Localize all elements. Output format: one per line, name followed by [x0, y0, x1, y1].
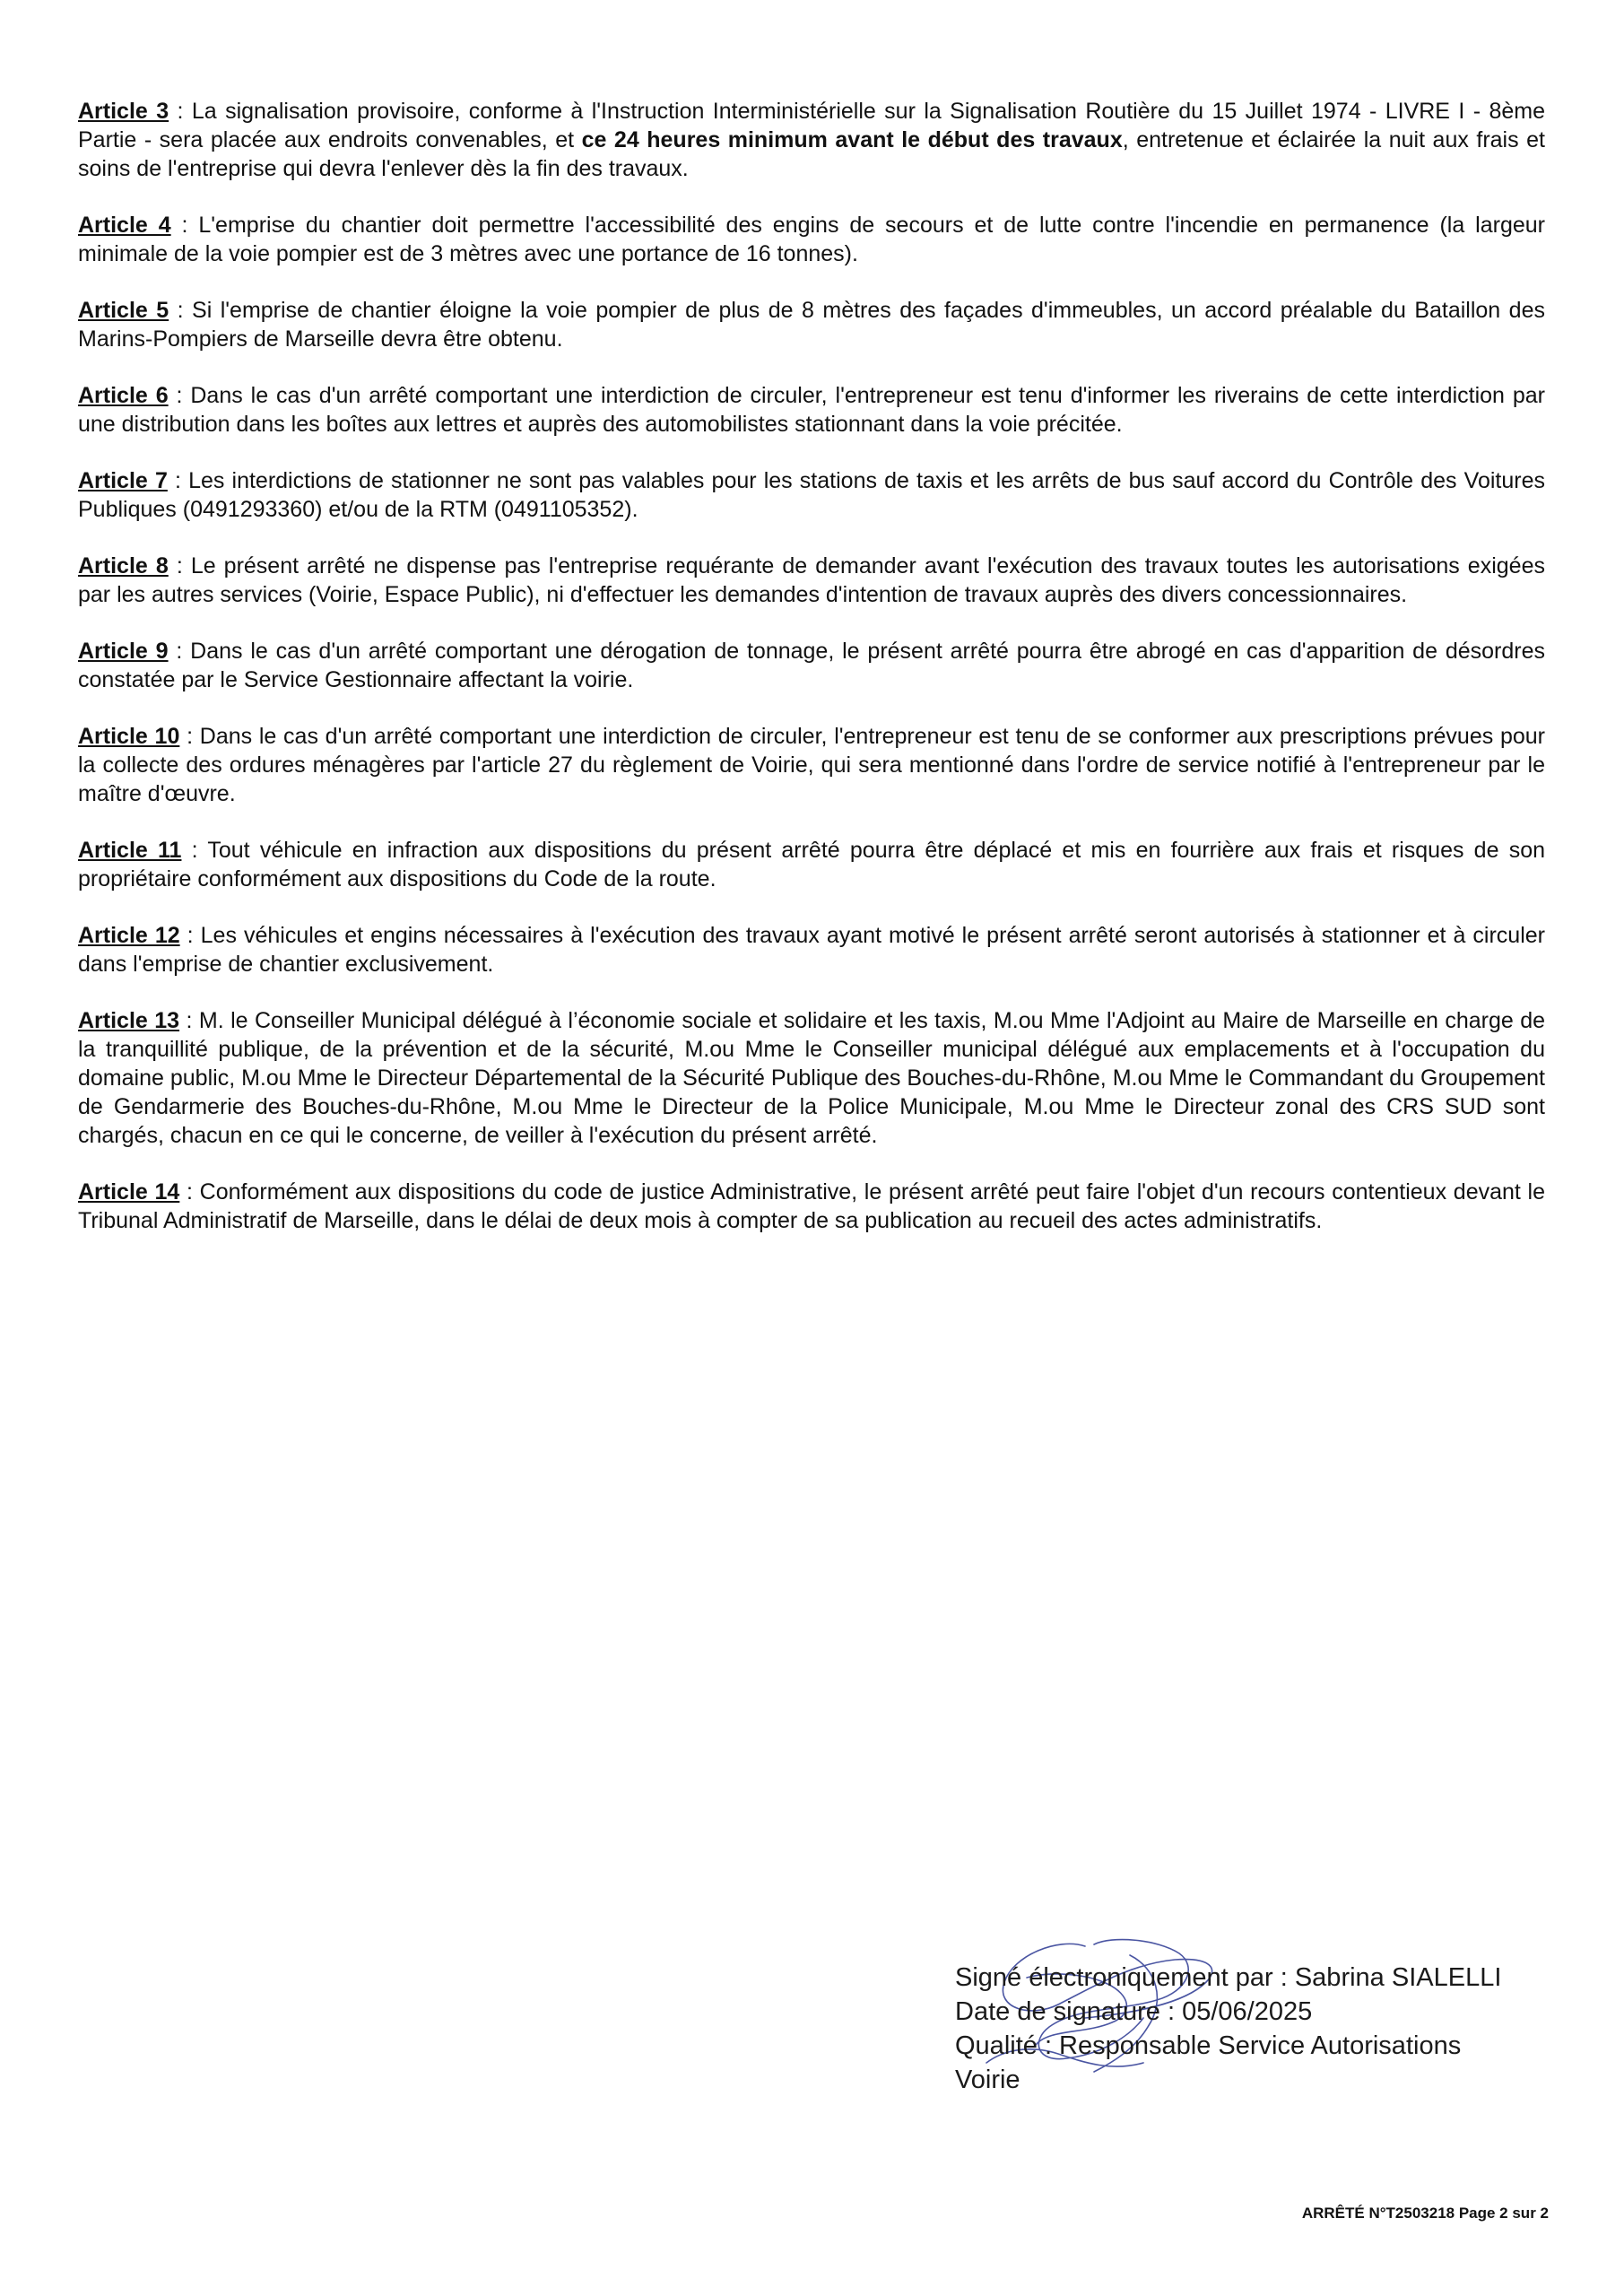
article-label: Article 14: [78, 1179, 180, 1205]
article-label: Article 7: [78, 468, 168, 493]
article-label: Article 11: [78, 838, 182, 863]
article-label: Article 6: [78, 383, 169, 408]
article-4: [78, 211, 1545, 268]
article-text: : Conformément aux dispositions du code de justice Administrative, le présent arrêté peut faire l'objet d'un recours contentieux devant le Tribunal Administratif de Marseille, dans le délai de deux mois à compter de sa publication au recueil des actes administratifs.: [78, 1179, 1546, 1233]
article-7: [78, 466, 1545, 524]
article-text: : Dans le cas d'un arrêté comportant une interdiction de circuler, l'entrepreneur est tenu d'informer les riverains de cette interdiction par une distribution dans les boîtes aux lettres et auprès des automobilistes stationnant dans la voie précitée.: [78, 383, 1545, 437]
article-text: : Tout véhicule en infraction aux dispositions du présent arrêté pourra être déplacé et mis en fourrière aux frais et risques de son propriétaire conformément aux dispositions du Code de la route.: [78, 838, 1546, 891]
article-label: Article 3: [78, 99, 169, 124]
article-12: [78, 921, 1545, 978]
article-text: : Les interdictions de stationner ne sont pas valables pour les stations de taxis et les arrêts de bus sauf accord du Contrôle des Voitures Publiques (0491293360) et/ou de la RTM (0491105352).: [78, 468, 1545, 522]
signature-role-continued: Voirie: [955, 2066, 1020, 2094]
article-3: [78, 97, 1545, 183]
article-label: Article 8: [78, 553, 169, 578]
article-6: [78, 381, 1545, 439]
article-text: : Si l'emprise de chantier éloigne la voie pompier de plus de 8 mètres des façades d'immeubles, un accord préalable du Bataillon des Marins-Pompiers de Marseille devra être obtenu.: [78, 298, 1545, 352]
page-footer: ARRÊTÉ N°T2503218 Page 2 sur 2: [1301, 2205, 1549, 2222]
article-8: [78, 552, 1545, 609]
article-label: Article 9: [78, 639, 169, 664]
article-14: [78, 1178, 1545, 1235]
article-label: Article 12: [78, 923, 180, 948]
signature-date: Date de signature : 05/06/2025: [955, 1997, 1313, 2026]
signature-block: [955, 1961, 1547, 2097]
article-13: [78, 1006, 1545, 1150]
article-text: : L'emprise du chantier doit permettre l'accessibilité des engins de secours et de lutte contre l'incendie en permanence (la largeur minimale de la voie pompier est de 3 mètres avec une portance de 16 tonnes).: [78, 213, 1545, 266]
article-label: Article 5: [78, 298, 169, 323]
article-text: , entretenue et éclairée la nuit aux frais et soins de l'entreprise qui devra l'enlever dès la fin des travaux.: [78, 127, 1545, 181]
article-5: [78, 296, 1545, 353]
article-10: [78, 722, 1545, 808]
article-text: : Le présent arrêté ne dispense pas l'entreprise requérante de demander avant l'exécution des travaux toutes les autorisations exigées par les autres services (Voirie, Espace Public), ni d'effectuer les demandes d'intention de travaux auprès des divers concessionnaires.: [78, 553, 1545, 607]
signature-signer: Signé électroniquement par : Sabrina SIALELLI: [955, 1963, 1502, 1992]
article-text: : Dans le cas d'un arrêté comportant une interdiction de circuler, l'entrepreneur est tenu de se conformer aux prescriptions prévues pour la collecte des ordures ménagères par l'article 27 du règlement de Voirie, qui sera mentionné dans l'ordre de service notifié à l'entrepreneur par le maître d'œuvre.: [78, 724, 1546, 806]
articles-body: [78, 97, 1545, 1263]
article-9: [78, 637, 1545, 694]
article-label: Article 10: [78, 724, 180, 749]
article-11: [78, 836, 1545, 893]
article-bold-text: ce 24 heures minimum avant le début des travaux: [581, 127, 1123, 152]
article-text: : La signalisation provisoire, conforme à l'Instruction Interministérielle sur la Signalisation Routière du 15 Juillet 1974 - LIVRE I - 8ème Partie - sera placée aux endroits convenables, et: [78, 99, 1545, 152]
article-text: : Les véhicules et engins nécessaires à l'exécution des travaux ayant motivé le présent arrêté seront autorisés à stationner et à circuler dans l'emprise de chantier exclusivement.: [78, 923, 1545, 977]
article-text: : Dans le cas d'un arrêté comportant une dérogation de tonnage, le présent arrêté pourra être abrogé en cas d'apparition de désordres constatée par le Service Gestionnaire affectant la voirie.: [78, 639, 1545, 692]
article-label: Article 13: [78, 1008, 180, 1033]
signature-role: Qualité : Responsable Service Autorisations: [955, 2031, 1462, 2060]
article-label: Article 4: [78, 213, 171, 238]
article-text: : M. le Conseiller Municipal délégué à l’économie sociale et solidaire et les taxis, M.ou Mme l'Adjoint au Maire de Marseille en charge de la tranquillité publique, de la prévention et de la sécurité, M.ou Mme le Conseiller municipal délégué aux emplacements et à l'occupation du domaine public, M.ou Mme le Directeur Départemental de la Sécurité Publique des Bouches-du-Rhône, M.ou Mme le Commandant du Groupement de Gendarmerie des Bouches-du-Rhône, M.ou Mme le Directeur de la Police Municipale, M.ou Mme le Directeur zonal des CRS SUD sont chargés, chacun en ce qui le concerne, de veiller à l'exécution du présent arrêté.: [78, 1008, 1546, 1148]
